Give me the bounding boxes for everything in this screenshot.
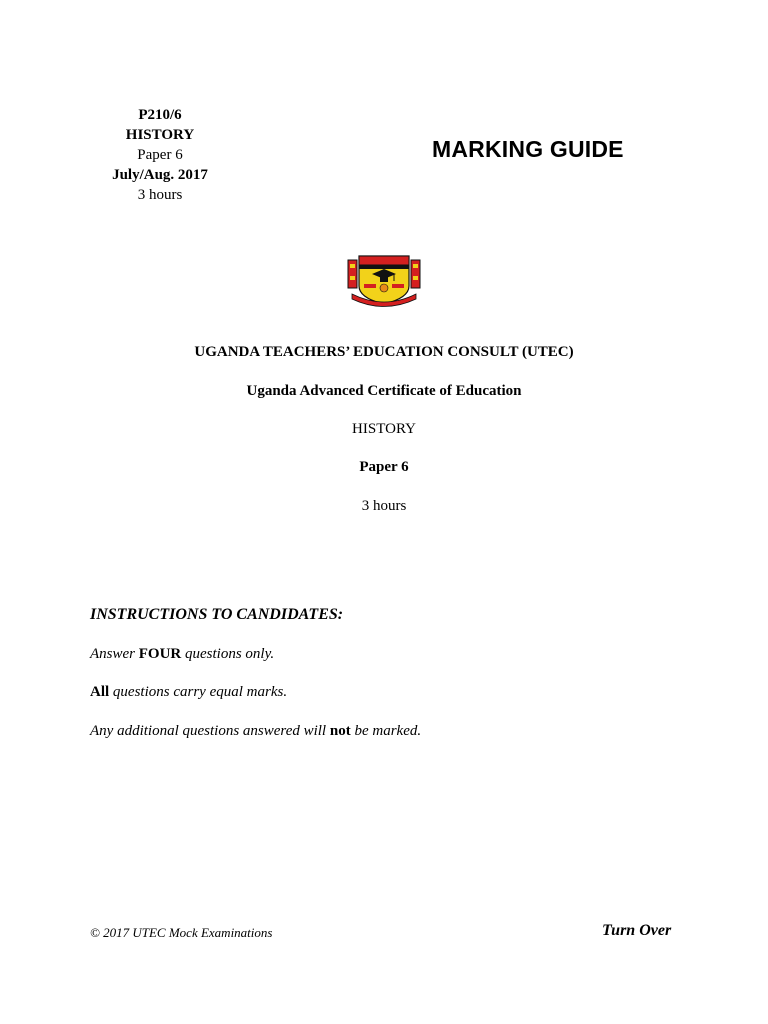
- paper-number: Paper 6: [137, 147, 183, 163]
- instruction-line-3: Any additional questions answered will not be marked.: [90, 723, 422, 739]
- exam-duration: 3 hours: [137, 187, 183, 203]
- turn-over-label: Turn Over: [602, 922, 672, 939]
- instructions-heading: INSTRUCTIONS TO CANDIDATES:: [90, 606, 344, 623]
- exam-session: July/Aug. 2017: [112, 167, 208, 183]
- certificate-name: Uganda Advanced Certificate of Education: [246, 383, 522, 399]
- organization-name: UGANDA TEACHERS’ EDUCATION CONSULT (UTEC): [194, 344, 574, 360]
- copyright-notice: © 2017 UTEC Mock Examinations: [90, 925, 273, 940]
- duration-title: 3 hours: [361, 498, 407, 514]
- paper-code: P210/6: [138, 107, 182, 123]
- subject-label: HISTORY: [125, 127, 195, 143]
- utec-crest-icon: [344, 250, 424, 310]
- instruction-line-1: Answer FOUR questions only.: [90, 646, 275, 662]
- subject-title: HISTORY: [352, 421, 416, 437]
- paper-info-block: [90, 105, 230, 205]
- marking-guide-title: MARKING GUIDE: [432, 136, 624, 162]
- instruction-line-2: All questions carry equal marks.: [90, 684, 288, 700]
- paper-title: Paper 6: [359, 459, 409, 475]
